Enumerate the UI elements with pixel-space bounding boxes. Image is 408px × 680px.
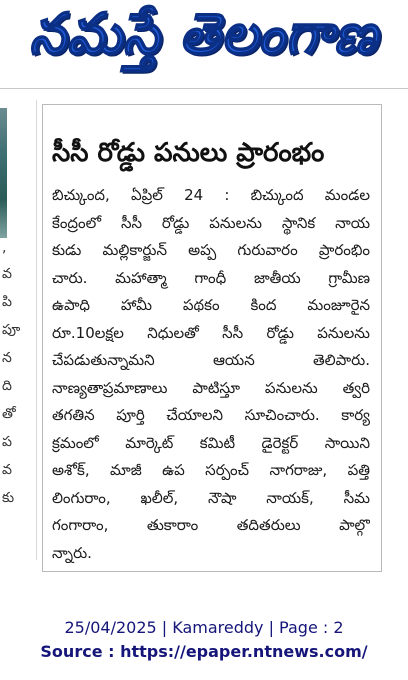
fragment-text: వ bbox=[2, 266, 12, 282]
adjacent-column-fragment bbox=[0, 94, 28, 564]
body-line: ఉపాధి హామీ పథకం కింద మంజూరైన bbox=[52, 296, 370, 314]
fragment-text: పూ bbox=[2, 322, 21, 338]
source-footer bbox=[0, 616, 408, 664]
body-line: లింగురాం, ఖలీల్, నౌషా నాయక్, సీమ bbox=[52, 488, 370, 507]
article-headline: సీసీ రోడ్డు పనులు ప్రారంభం bbox=[52, 138, 325, 168]
news-article bbox=[42, 104, 380, 574]
body-line: నాణ్యతాప్రమాణాలు పాటిస్తూ పనులను త్వరి bbox=[52, 378, 370, 397]
body-line: న్నారు. bbox=[52, 543, 92, 562]
fragment-text: ప bbox=[2, 434, 12, 450]
edition-info: 25/04/2025 | Kamareddy | Page : 2 bbox=[64, 618, 344, 637]
body-line: బిచ్కుంద, ఏప్రిల్ 24 : బిచ్కుంద మండల bbox=[52, 186, 370, 204]
fragment-text: న bbox=[2, 350, 12, 366]
adjacent-photo-edge bbox=[0, 108, 7, 238]
body-line: కుడు మల్లికార్జున్ అప్ప గురువారం ప్రారంభిం bbox=[52, 241, 370, 259]
source-link: Source : https://epaper.ntnews.com/ bbox=[40, 642, 368, 661]
fragment-text: పి bbox=[2, 294, 12, 310]
body-line: అశోక్, మాజీ ఉప సర్పంచ్ నాగరాజు, పత్తి bbox=[52, 461, 370, 479]
newspaper-logo-title: నమస్తే తెలంగాణ bbox=[29, 1, 379, 67]
fragment-text: , bbox=[2, 240, 7, 256]
body-line: గంగారాం, తుకారాం తదితరులు పాల్గొ bbox=[52, 516, 370, 534]
column-separator bbox=[36, 100, 37, 560]
article-body bbox=[52, 182, 370, 567]
body-line: తగతిన పూర్తి చేయాలని సూచించారు. కార్య bbox=[52, 406, 370, 424]
fragment-text: ది bbox=[2, 378, 12, 394]
masthead bbox=[0, 0, 408, 84]
body-line: క్రమంలో మార్కెట్ కమిటీ డైరెక్టర్ సాయిని bbox=[52, 433, 370, 452]
fragment-text: తో bbox=[2, 406, 16, 422]
body-line: చారు. మహాత్మా గాంధీ జాతీయ గ్రామీణ bbox=[52, 268, 370, 287]
masthead-divider bbox=[0, 88, 408, 89]
body-line: రూ.10లక్షల నిధులతో సీసీ రోడ్డు పనులను bbox=[52, 323, 370, 342]
body-line: చేపడుతున్నామని ఆయన తెలిపారు. bbox=[52, 351, 370, 369]
fragment-text: వ bbox=[2, 462, 12, 478]
body-line: కేంద్రంలో సీసీ రోడ్డు పనులను స్థానిక నాయ bbox=[52, 213, 370, 232]
fragment-text: కు bbox=[2, 490, 15, 506]
